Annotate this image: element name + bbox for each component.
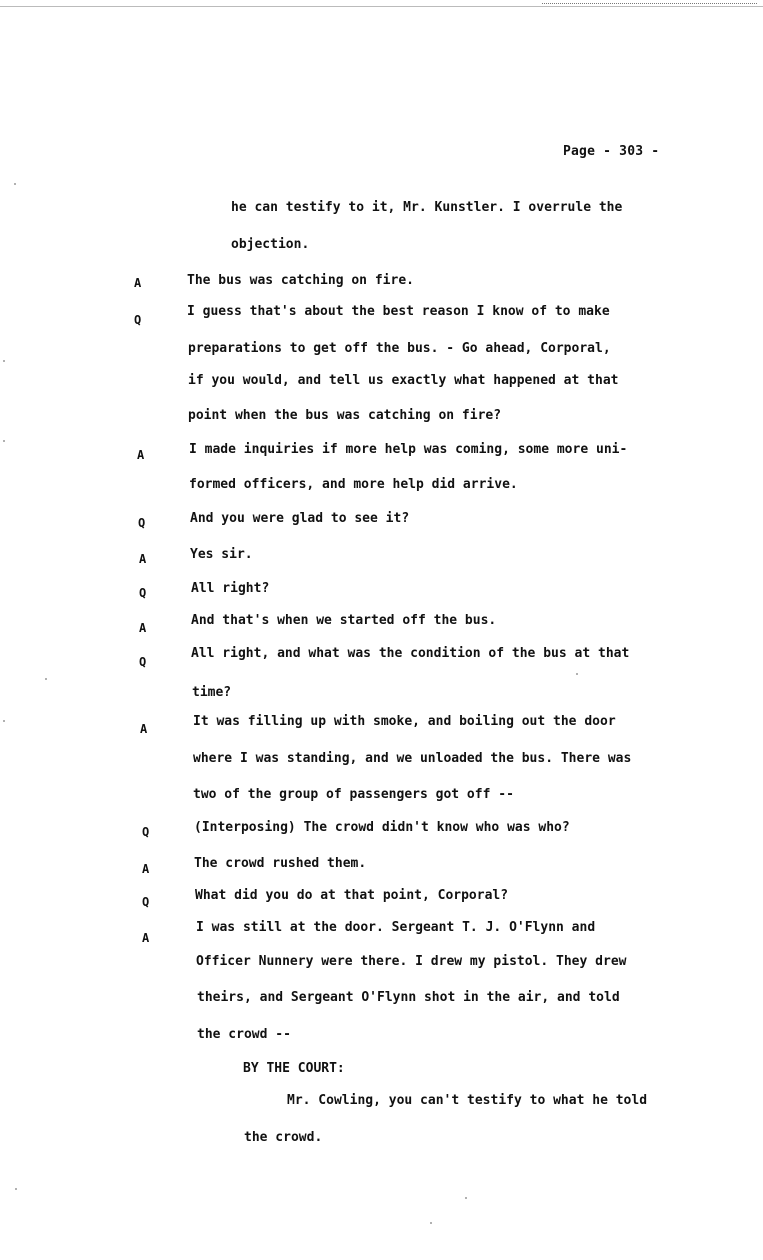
scan-speck [465, 1197, 467, 1199]
transcript-line: time? [192, 685, 232, 700]
transcript-line: Officer Nunnery were there. I drew my pistol. They drew [196, 954, 627, 969]
transcript-line: if you would, and tell us exactly what happened at that [188, 373, 619, 388]
transcript-line: What did you do at that point, Corporal? [195, 888, 509, 903]
speaker-label: A [139, 621, 147, 635]
transcript-line: It was filling up with smoke, and boiling out the door [193, 714, 616, 729]
transcript-line: Mr. Cowling, you can't testify to what he told [287, 1093, 648, 1108]
transcript-line: And that's when we started off the bus. [191, 613, 497, 628]
speaker-label: A [134, 276, 142, 290]
speaker-label: Q [139, 586, 147, 600]
scan-speck [3, 440, 5, 442]
speaker-label: A [142, 931, 150, 945]
court-heading: BY THE COURT: [243, 1061, 345, 1076]
speaker-label: A [139, 552, 147, 566]
transcript-line: (Interposing) The crowd didn't know who was who? [194, 820, 570, 835]
transcript-line: the crowd -- [197, 1027, 291, 1042]
transcript-line: And you were glad to see it? [190, 511, 410, 526]
scan-speck [45, 678, 47, 680]
transcript-line: he can testify to it, Mr. Kunstler. I overrule the [231, 200, 623, 215]
transcript-line: All right? [191, 581, 270, 596]
page-number: Page - 303 - [563, 144, 660, 159]
speaker-label: A [140, 722, 148, 736]
transcript-line: The crowd rushed them. [194, 856, 367, 871]
speaker-label: A [142, 862, 150, 876]
transcript-line: where I was standing, and we unloaded the bus. There was [193, 751, 632, 766]
speaker-label: Q [142, 895, 150, 909]
transcript-line: Yes sir. [190, 547, 253, 562]
transcript-line: preparations to get off the bus. - Go ahead, Corporal, [188, 341, 611, 356]
speaker-label: Q [134, 313, 142, 327]
scan-speck [15, 1188, 17, 1190]
transcript-line: objection. [231, 237, 310, 252]
speaker-label: A [137, 448, 145, 462]
transcript-line: the crowd. [244, 1130, 323, 1145]
transcript-line: formed officers, and more help did arrive. [189, 477, 518, 492]
transcript-line: point when the bus was catching on fire? [188, 408, 502, 423]
transcript-line: theirs, and Sergeant O'Flynn shot in the air, and told [197, 990, 620, 1005]
speaker-label: Q [139, 655, 147, 669]
speaker-label: Q [138, 516, 146, 530]
scan-speck [3, 360, 5, 362]
transcript-line: I guess that's about the best reason I know of to make [187, 304, 610, 319]
speaker-label: Q [142, 825, 150, 839]
scan-speck [3, 720, 5, 722]
transcript-line: two of the group of passengers got off -- [193, 787, 514, 802]
transcript-line: The bus was catching on fire. [187, 273, 414, 288]
transcript-line: I made inquiries if more help was coming, some more uni- [189, 442, 628, 457]
transcript-line: All right, and what was the condition of the bus at that [191, 646, 630, 661]
scan-speck [14, 183, 16, 185]
transcript-line: I was still at the door. Sergeant T. J. O'Flynn and [196, 920, 596, 935]
scan-speck [576, 673, 578, 675]
page-top-edge [0, 0, 763, 7]
scan-speck [430, 1222, 432, 1224]
